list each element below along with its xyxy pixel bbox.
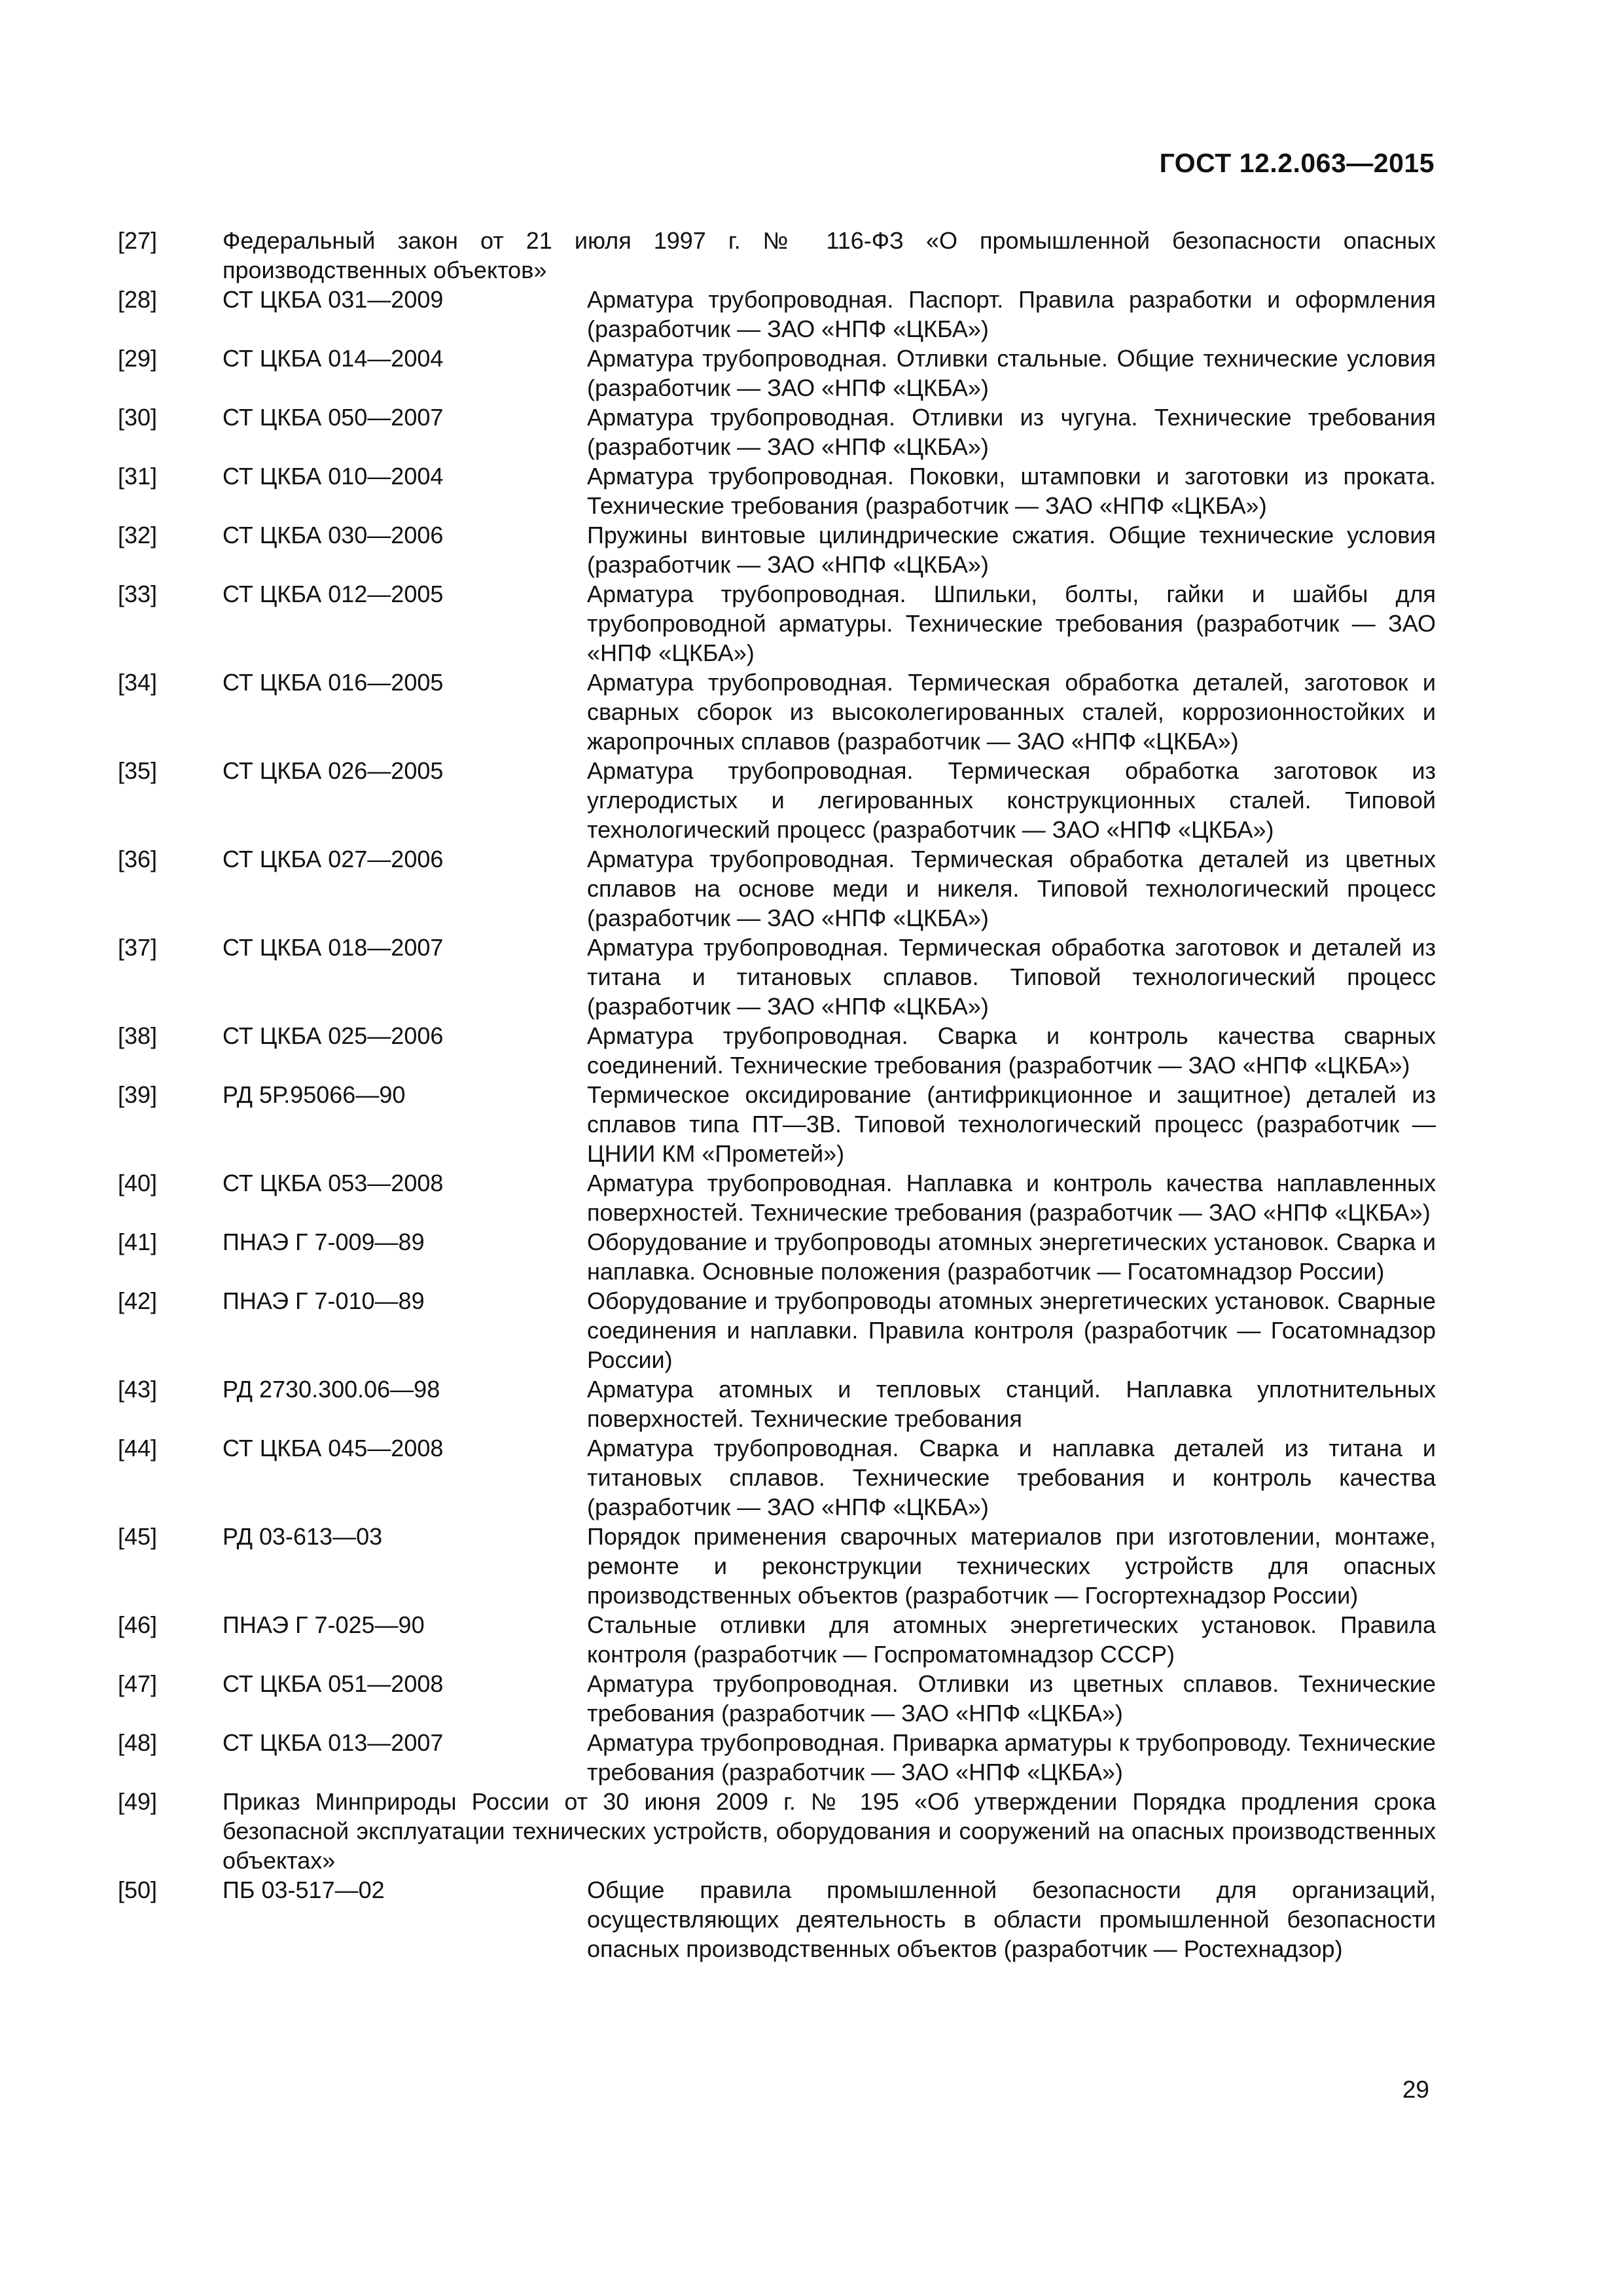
- reference-code: РД 2730.300.06—98: [223, 1376, 440, 1403]
- reference-number: [34]: [118, 669, 158, 696]
- reference-entry: [113, 933, 1436, 1021]
- reference-entry: [113, 1728, 1436, 1787]
- reference-entry: [113, 344, 1436, 403]
- reference-entry: [113, 1787, 1436, 1875]
- reference-code: СТ ЦКБА 014—2004: [223, 345, 444, 372]
- reference-description: Арматура трубопроводная. Термическая обработка заготовок и деталей из титана и титановых сплавов. Типовой технологический процесс (разработчик — ЗАО «НПФ «ЦКБА»): [587, 934, 1436, 1020]
- reference-description: Арматура трубопроводная. Термическая обработка заготовок из углеродистых и легированных конструкционных сталей. Типовой технологический процесс (разработчик — ЗАО «НПФ «ЦКБА»): [587, 757, 1436, 843]
- reference-number: [28]: [118, 286, 158, 313]
- reference-description: Порядок применения сварочных материалов при изготовлении, монтаже, ремонте и реконструкции технических устройств для опасных производственных объектов (разработчик — Госгортехнадзор России): [587, 1523, 1436, 1609]
- reference-description: Арматура трубопроводная. Шпильки, болты, гайки и шайбы для трубопроводной арматуры. Технические требования (разработчик — ЗАО «НПФ «ЦКБА»): [587, 581, 1436, 666]
- reference-number: [49]: [118, 1788, 158, 1815]
- bibliography-list: [113, 226, 1436, 1964]
- reference-number: [38]: [118, 1022, 158, 1049]
- reference-entry: [113, 1875, 1436, 1964]
- reference-description: Оборудование и трубопроводы атомных энергетических установок. Сварка и наплавка. Основные положения (разработчик — Госатомнадзор России): [587, 1229, 1436, 1285]
- reference-full-text: Приказ Минприроды России от 30 июня 2009 г. № 195 «Об утверждении Порядка продления срока безопасной эксплуатации технических устройств, оборудования и сооружений на опасных производственных объектах»: [223, 1788, 1436, 1874]
- reference-code: СТ ЦКБА 013—2007: [223, 1729, 444, 1756]
- reference-code: СТ ЦКБА 031—2009: [223, 286, 444, 313]
- reference-description: Арматура трубопроводная. Отливки из цветных сплавов. Технические требования (разработчик — ЗАО «НПФ «ЦКБА»): [587, 1670, 1436, 1727]
- reference-description: Арматура атомных и тепловых станций. Наплавка уплотнительных поверхностей. Технические требования: [587, 1376, 1436, 1432]
- reference-description: Пружины винтовые цилиндрические сжатия. Общие технические условия (разработчик — ЗАО «НПФ «ЦКБА»): [587, 522, 1436, 578]
- reference-entry: [113, 285, 1436, 344]
- reference-number: [39]: [118, 1081, 158, 1108]
- reference-code: СТ ЦКБА 026—2005: [223, 757, 444, 784]
- reference-entry: [113, 668, 1436, 756]
- reference-number: [45]: [118, 1523, 158, 1550]
- reference-entry: [113, 520, 1436, 579]
- reference-number: [44]: [118, 1435, 158, 1462]
- reference-code: ПНАЭ Г 7-009—89: [223, 1229, 425, 1255]
- reference-code: СТ ЦКБА 016—2005: [223, 669, 444, 696]
- reference-entry: [113, 579, 1436, 668]
- reference-description: Арматура трубопроводная. Термическая обработка деталей, заготовок и сварных сборок из высоколегированных сталей, коррозионностойких и жаропрочных сплавов (разработчик — ЗАО «НПФ «ЦКБА»): [587, 669, 1436, 755]
- reference-entry: [113, 1286, 1436, 1374]
- reference-description: Оборудование и трубопроводы атомных энергетических установок. Сварные соединения и наплавки. Правила контроля (разработчик — Госатомнадзор России): [587, 1287, 1436, 1373]
- reference-number: [37]: [118, 934, 158, 961]
- reference-entry: [113, 1080, 1436, 1168]
- reference-entry: [113, 1610, 1436, 1669]
- reference-description: Арматура трубопроводная. Сварка и наплавка деталей из титана и титановых сплавов. Технические требования и контроль качества (разработчик — ЗАО «НПФ «ЦКБА»): [587, 1435, 1436, 1520]
- reference-entry: [113, 756, 1436, 844]
- reference-code: СТ ЦКБА 010—2004: [223, 463, 444, 490]
- page-number: 29: [1402, 2076, 1429, 2103]
- reference-code: СТ ЦКБА 045—2008: [223, 1435, 444, 1462]
- document-header: [113, 148, 1435, 179]
- reference-description: Арматура трубопроводная. Поковки, штамповки и заготовки из проката. Технические требования (разработчик — ЗАО «НПФ «ЦКБА»): [587, 463, 1436, 519]
- reference-entry: [113, 1227, 1436, 1286]
- reference-number: [43]: [118, 1376, 158, 1403]
- reference-entry: [113, 1374, 1436, 1433]
- reference-number: [29]: [118, 345, 158, 372]
- reference-description: Арматура трубопроводная. Отливки стальные. Общие технические условия (разработчик — ЗАО «НПФ «ЦКБА»): [587, 345, 1436, 401]
- reference-description: Арматура трубопроводная. Термическая обработка деталей из цветных сплавов на основе меди и никеля. Типовой технологический процесс (разработчик — ЗАО «НПФ «ЦКБА»): [587, 846, 1436, 931]
- reference-entry: [113, 844, 1436, 933]
- reference-description: Общие правила промышленной безопасности для организаций, осуществляющих деятельность в области промышленной безопасности опасных производственных объектов (разработчик — Ростехнадзор): [587, 1876, 1436, 1962]
- reference-number: [48]: [118, 1729, 158, 1756]
- reference-code: СТ ЦКБА 053—2008: [223, 1170, 444, 1196]
- reference-number: [47]: [118, 1670, 158, 1697]
- reference-code: ПНАЭ Г 7-025—90: [223, 1611, 425, 1638]
- reference-code: СТ ЦКБА 051—2008: [223, 1670, 444, 1697]
- reference-number: [40]: [118, 1170, 158, 1196]
- reference-number: [33]: [118, 581, 158, 607]
- reference-entry: [113, 1669, 1436, 1728]
- reference-number: [27]: [118, 227, 158, 254]
- reference-number: [46]: [118, 1611, 158, 1638]
- reference-code: РД 03-613—03: [223, 1523, 383, 1550]
- reference-description: Арматура трубопроводная. Приварка арматуры к трубопроводу. Технические требования (разработчик — ЗАО «НПФ «ЦКБА»): [587, 1729, 1436, 1785]
- reference-code: РД 5Р.95066—90: [223, 1081, 406, 1108]
- standard-title: ГОСТ 12.2.063—2015: [1159, 148, 1435, 178]
- reference-code: СТ ЦКБА 030—2006: [223, 522, 444, 548]
- reference-description: Арматура трубопроводная. Паспорт. Правила разработки и оформления (разработчик — ЗАО «НПФ «ЦКБА»): [587, 286, 1436, 342]
- reference-code: СТ ЦКБА 018—2007: [223, 934, 444, 961]
- reference-entry: [113, 1021, 1436, 1080]
- reference-description: Термическое оксидирование (антифрикционное и защитное) деталей из сплавов типа ПТ—3В. Типовой технологический процесс (разработчик — ЦНИИ КМ «Прометей»): [587, 1081, 1436, 1167]
- reference-description: Арматура трубопроводная. Сварка и контроль качества сварных соединений. Технические требования (разработчик — ЗАО «НПФ «ЦКБА»): [587, 1022, 1436, 1079]
- reference-entry: [113, 461, 1436, 520]
- reference-number: [30]: [118, 404, 158, 431]
- reference-entry: [113, 403, 1436, 461]
- reference-code: СТ ЦКБА 027—2006: [223, 846, 444, 872]
- reference-number: [35]: [118, 757, 158, 784]
- reference-code: СТ ЦКБА 050—2007: [223, 404, 444, 431]
- reference-number: [42]: [118, 1287, 158, 1314]
- reference-full-text: Федеральный закон от 21 июля 1997 г. № 116-ФЗ «О промышленной безопасности опасных производственных объектов»: [223, 227, 1436, 283]
- reference-code: ПНАЭ Г 7-010—89: [223, 1287, 425, 1314]
- reference-number: [36]: [118, 846, 158, 872]
- reference-entry: [113, 226, 1436, 285]
- reference-number: [31]: [118, 463, 158, 490]
- reference-description: Арматура трубопроводная. Отливки из чугуна. Технические требования (разработчик — ЗАО «НПФ «ЦКБА»): [587, 404, 1436, 460]
- reference-entry: [113, 1168, 1436, 1227]
- reference-entry: [113, 1522, 1436, 1610]
- reference-description: Арматура трубопроводная. Наплавка и контроль качества наплавленных поверхностей. Технические требования (разработчик — ЗАО «НПФ «ЦКБА»): [587, 1170, 1436, 1226]
- reference-number: [41]: [118, 1229, 158, 1255]
- reference-code: СТ ЦКБА 012—2005: [223, 581, 444, 607]
- reference-number: [32]: [118, 522, 158, 548]
- reference-number: [50]: [118, 1876, 158, 1903]
- reference-code: СТ ЦКБА 025—2006: [223, 1022, 444, 1049]
- reference-entry: [113, 1433, 1436, 1522]
- reference-description: Стальные отливки для атомных энергетических установок. Правила контроля (разработчик — Госпроматомнадзор СССР): [587, 1611, 1436, 1668]
- reference-code: ПБ 03-517—02: [223, 1876, 385, 1903]
